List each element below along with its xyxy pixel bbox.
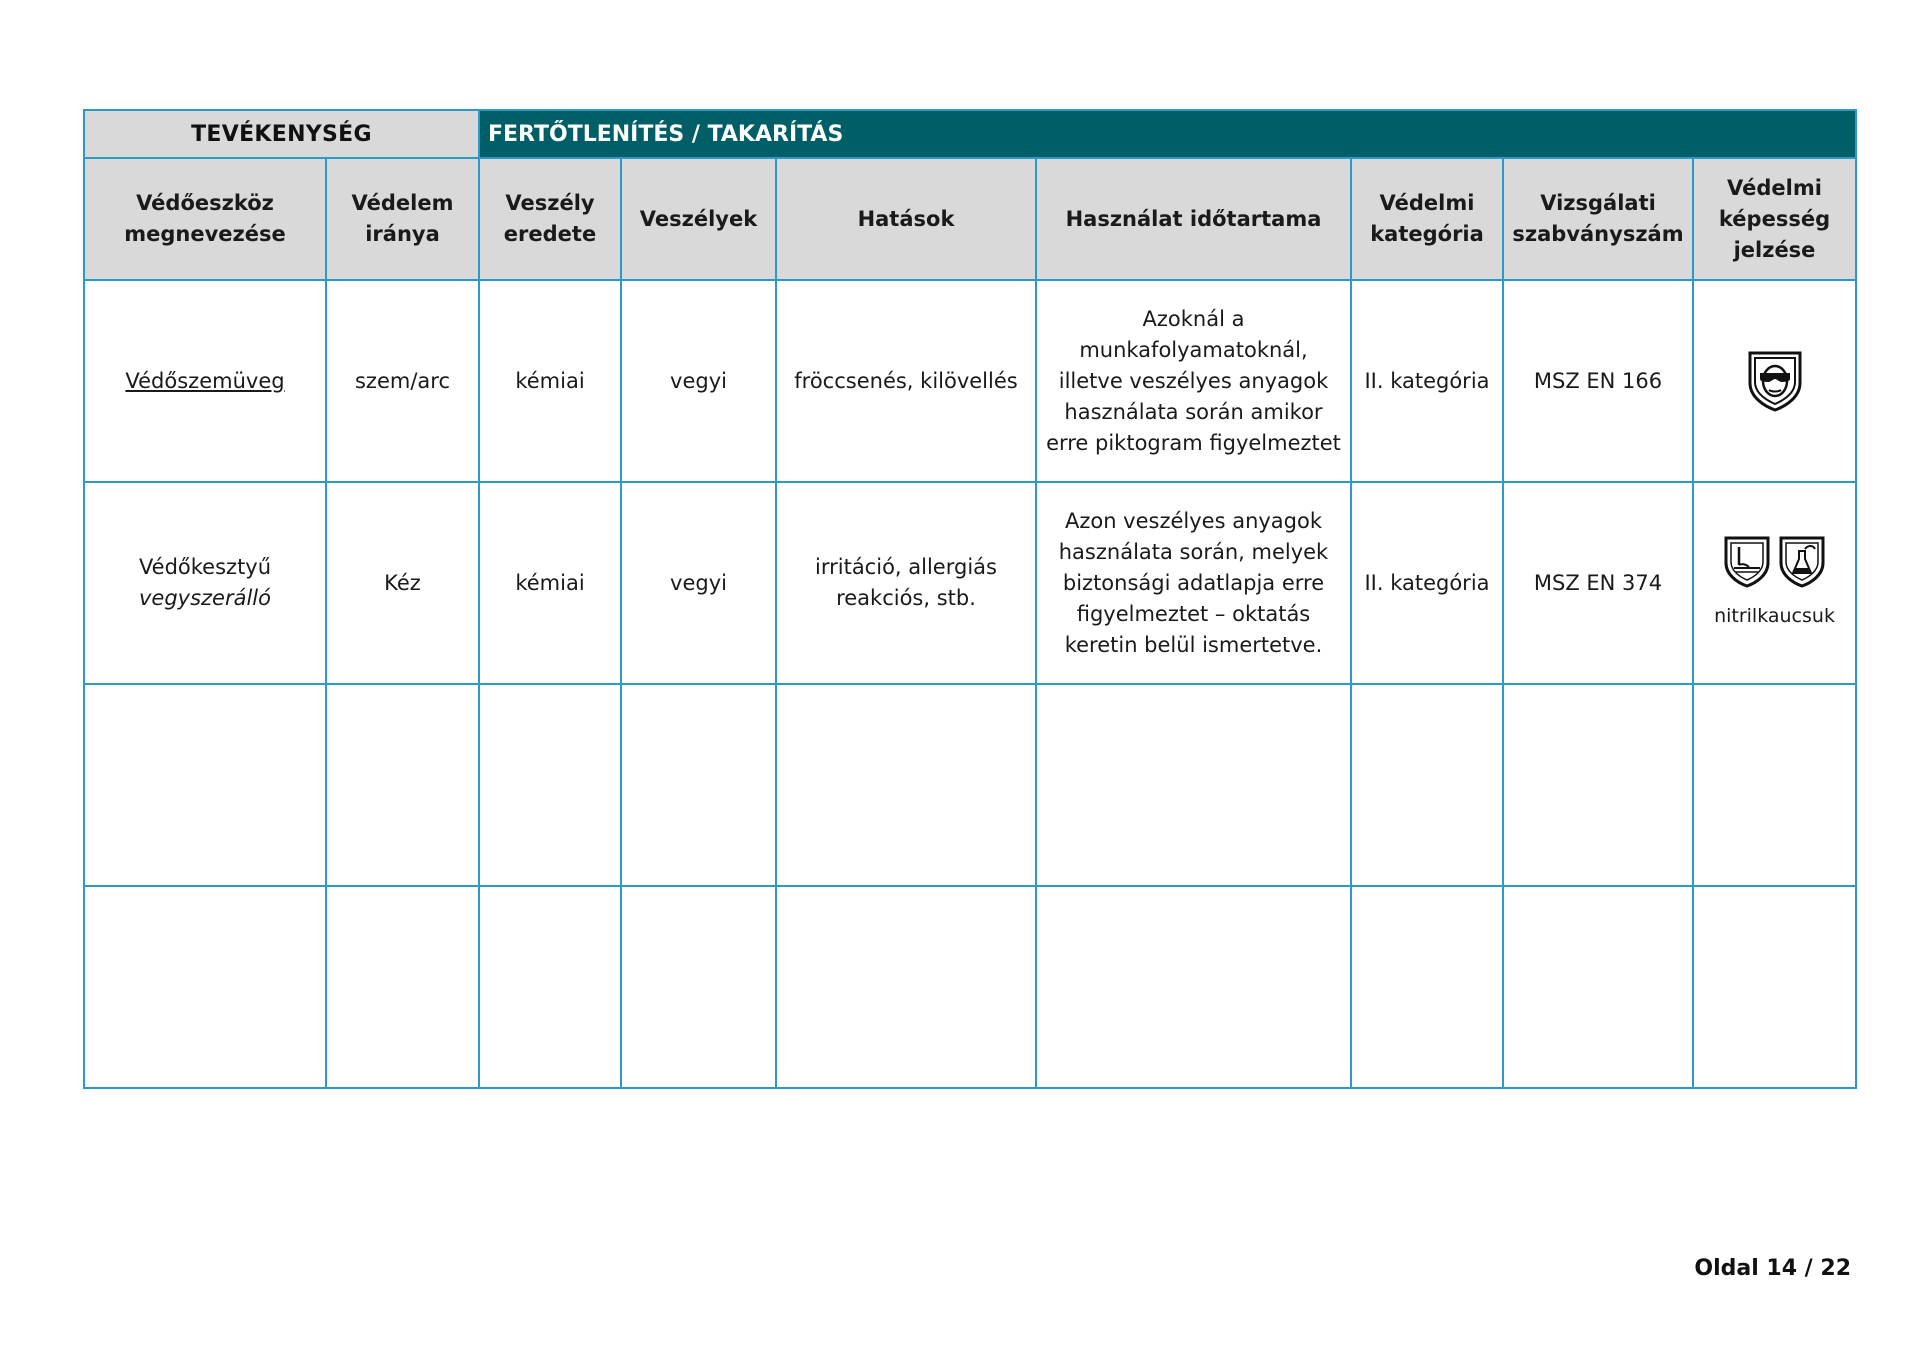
cell-effects: fröccsenés, kilövellés [776, 280, 1036, 482]
empty-cell [1036, 684, 1351, 886]
activity-label: TEVÉKENYSÉG [84, 110, 479, 158]
empty-cell [1693, 886, 1856, 1088]
empty-cell [621, 886, 776, 1088]
page-number: Oldal 14 / 22 [1694, 1256, 1851, 1281]
empty-cell [621, 684, 776, 886]
table-row-empty [84, 886, 1856, 1088]
empty-cell [1503, 684, 1693, 886]
cell-direction: szem/arc [326, 280, 479, 482]
cell-direction: Kéz [326, 482, 479, 684]
column-header: Használat időtartama [1036, 158, 1351, 280]
cell-duration: Azon veszélyes anyagok használata során, melyek biztonsági adatlapja erre figyelmeztet – oktatás keretin belül ismertetve. [1036, 482, 1351, 684]
empty-cell [479, 684, 621, 886]
cell-category: II. kategória [1351, 482, 1503, 684]
cell-symbol [1693, 482, 1856, 684]
empty-cell [776, 684, 1036, 886]
eye-face-protection-icon [1746, 349, 1804, 413]
column-header: Veszély eredete [479, 158, 621, 280]
empty-cell [1351, 684, 1503, 886]
empty-cell [1036, 886, 1351, 1088]
cell-effects: irritáció, allergiás reakciós, stb. [776, 482, 1036, 684]
empty-cell [1503, 886, 1693, 1088]
column-header: Védelem iránya [326, 158, 479, 280]
chemical-glove-icon [1778, 535, 1826, 589]
table-row [84, 482, 1856, 684]
microorganism-glove-icon [1723, 535, 1771, 589]
empty-cell [84, 684, 326, 886]
column-header: Védelmi kategória [1351, 158, 1503, 280]
cell-origin: kémiai [479, 482, 621, 684]
ppe-name-sub: vegyszerálló [138, 586, 271, 610]
activity-row [84, 110, 1856, 158]
empty-cell [776, 886, 1036, 1088]
column-header-row [84, 158, 1856, 280]
empty-cell [1351, 886, 1503, 1088]
column-header: Hatások [776, 158, 1036, 280]
table-row [84, 280, 1856, 482]
cell-category: II. kategória [1351, 280, 1503, 482]
cell-name [84, 280, 326, 482]
empty-cell [1693, 684, 1856, 886]
empty-cell [326, 886, 479, 1088]
cell-standard: MSZ EN 166 [1503, 280, 1693, 482]
ppe-name-link[interactable]: Védőszemüveg [125, 368, 285, 393]
cell-hazards: vegyi [621, 482, 776, 684]
table-row-empty [84, 684, 1856, 886]
cell-duration: Azoknál a munkafolyamatoknál, illetve veszélyes anyagok használata során amikor erre piktogram figyelmeztet [1036, 280, 1351, 482]
material-label: nitrilkaucsuk [1714, 604, 1835, 627]
cell-symbol [1693, 280, 1856, 482]
column-header: Védelmi képesség jelzése [1693, 158, 1856, 280]
column-header: Védőeszköz megnevezése [84, 158, 326, 280]
ppe-name: Védőkesztyű [138, 555, 272, 579]
cell-standard: MSZ EN 374 [1503, 482, 1693, 684]
cell-origin: kémiai [479, 280, 621, 482]
empty-cell [326, 684, 479, 886]
ppe-table [83, 109, 1857, 1089]
activity-value: FERTŐTLENÍTÉS / TAKARÍTÁS [479, 110, 1856, 158]
empty-cell [479, 886, 621, 1088]
column-header: Vizsgálati szabványszám [1503, 158, 1693, 280]
empty-cell [84, 886, 326, 1088]
column-header: Veszélyek [621, 158, 776, 280]
cell-name [84, 482, 326, 684]
cell-hazards: vegyi [621, 280, 776, 482]
